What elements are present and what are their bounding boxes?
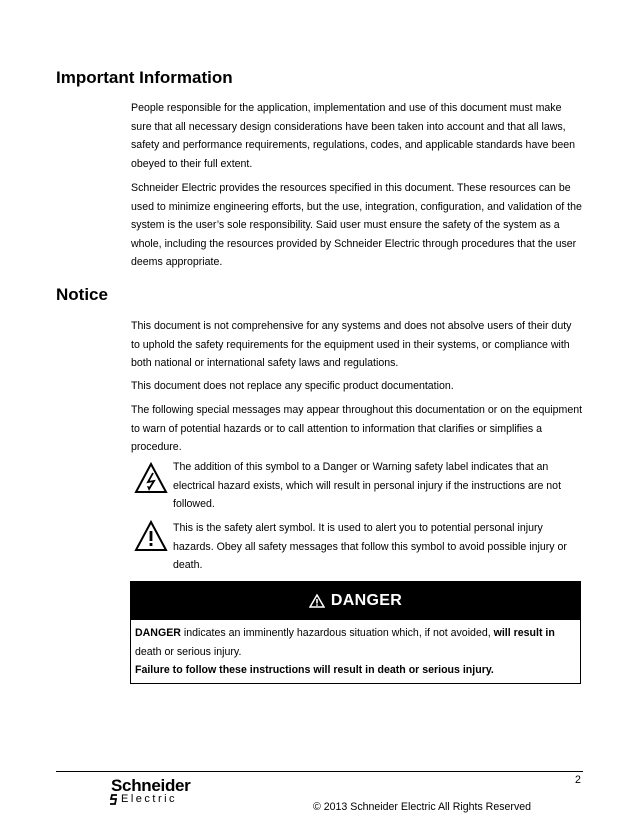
danger-description-tail: death or serious injury. [135,645,242,658]
paragraph: People responsible for the application, implementation and use of this document must make sure that all necessary design considerations have been taken into account and that all laws, safety and performance requirements, regulations, codes, and applicable standards have been obeyed to their full extent. [131,102,576,170]
section-heading-notice: Notice [56,285,108,304]
danger-description-text: indicates an imminently hazardous situation which, if not avoided, [180,627,494,639]
electrical-hazard-icon [134,462,168,494]
section-heading-important-information: Important Information [56,68,233,87]
warning-triangle-icon [309,594,325,608]
logo-line2-wrap [111,794,211,805]
logo-line1: Schneider [111,776,191,795]
danger-header [131,582,580,620]
page-number: 2 [575,774,581,786]
danger-description [135,624,576,661]
danger-term: DANGER [135,627,181,639]
copyright-notice: © 2013 Schneider Electric All Rights Reserved [313,801,532,813]
footer-divider [56,771,583,772]
danger-message-box [130,581,581,684]
danger-emphasis: will result in [493,627,555,639]
symbol-description: This is the safety alert symbol. It is used to alert you to potential personal injury hazards. Obey all safety messages that follow this symbol to avoid possible injury or death. [173,522,567,571]
danger-title: DANGER [330,592,403,609]
paragraph: Schneider Electric provides the resources specified in this document. These resources can be used to minimize engineering efforts, but the use, integration, configuration, and validation of the system is the user’s sole responsibility. Said user must ensure the safety of the system as a whole, including the resources provided by Schneider Electric through procedures that the user deems appropriate. [131,182,582,268]
paragraph: The following special messages may appear throughout this documentation or on the equipment to warn of potential hazards or to call attention to information that clarifies or simplifies a procedure. [131,404,583,453]
symbol-description: The addition of this symbol to a Danger or Warning safety label indicates that an electrical hazard exists, which will result in personal injury if the instructions are not followed. [173,461,562,510]
paragraph: This document is not comprehensive for any systems and does not absolve users of their duty to uphold the safety requirements for the equipment used in their systems, or compliance with both national or international safety laws and regulations. [131,320,572,369]
logo-line2: Electric [121,793,178,805]
safety-alert-icon [134,520,168,552]
danger-consequence: Failure to follow these instructions will result in death or serious injury. [135,664,494,676]
schneider-electric-logo [111,777,211,807]
danger-body [131,620,580,680]
logo-mark-icon [109,794,120,805]
paragraph: This document does not replace any specific product documentation. [131,380,454,392]
